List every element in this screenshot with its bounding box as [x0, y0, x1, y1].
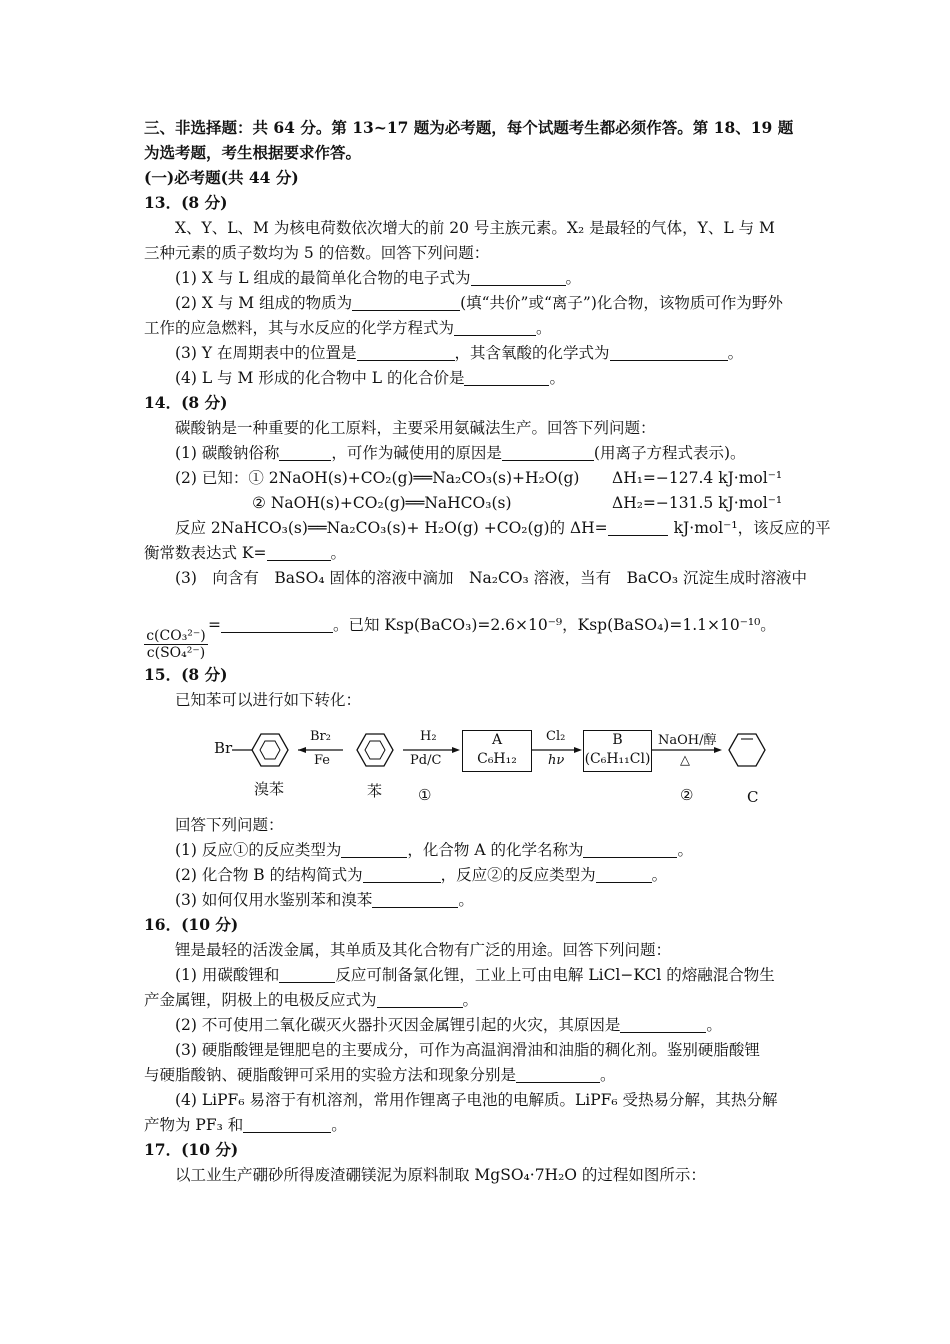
period: 。 — [536, 319, 552, 337]
q14-intro: 碳酸钠是一种重要的化工原料，主要采用氨碱法生产。回答下列问题： — [175, 419, 656, 437]
compound-a-formula: C₆H₁₂ — [477, 751, 517, 767]
q17-number: 17．(10 分) — [144, 1140, 239, 1159]
reagent-h2: H₂ — [420, 729, 437, 744]
reaction-scheme — [210, 728, 790, 813]
fraction-denominator: c(SO₄²⁻) — [144, 644, 208, 661]
period: 。 — [330, 544, 347, 562]
answer-blank[interactable] — [454, 320, 536, 336]
condition-light: hν — [548, 753, 565, 768]
reaction-1-marker: ① — [418, 786, 432, 804]
q16-part1-text-a: (1) 用碳酸锂和 — [175, 966, 280, 984]
concentration-fraction — [144, 628, 208, 661]
q15-part1-text-a: (1) 反应①的反应类型为 — [175, 841, 342, 859]
q13-part3-text-a: (3) Y 在周期表中的位置是 — [175, 344, 357, 362]
q17-intro: 以工业生产硼砂所得废渣硼镁泥为原料制取 MgSO₄·7H₂O 的过程如图所示： — [175, 1166, 706, 1184]
section-heading-line2: 为选考题，考生根据要求作答。 — [144, 143, 362, 162]
q13-part2-text-c: 工作的应急燃料，其与水反应的化学方程式为 — [144, 319, 455, 337]
answer-blank[interactable] — [620, 1017, 706, 1033]
q13-part1 — [175, 267, 581, 289]
answer-blank[interactable] — [279, 967, 335, 983]
q13-part2-text-b: (填“共价”或“离子”)化合物，该物质可作为野外 — [460, 294, 783, 312]
q16-part2-text: (2) 不可使用二氧化碳灭火器扑灭因金属锂引起的火灾，其原因是 — [175, 1016, 621, 1034]
q13-part3-text-b: ，其含氧酸的化学式为 — [454, 344, 610, 362]
q14-reaction-text-a: 反应 2NaHCO₃(s)══Na₂CO₃(s)+ H₂O(g) +CO₂(g)的 ΔH= — [175, 519, 608, 537]
answer-blank[interactable] — [279, 445, 331, 461]
q13-number: 13．(8 分) — [144, 193, 228, 212]
catalyst-fe: Fe — [314, 753, 331, 768]
q14-part3-word: BaSO₄ 固体的溶液中滴加 — [274, 569, 454, 587]
compound-b-formula: (C₆H₁₁Cl) — [584, 751, 651, 767]
answer-blank[interactable] — [341, 842, 407, 858]
q14-reaction — [175, 517, 831, 539]
q16-part1 — [175, 964, 775, 986]
q16-part1-text-b: 反应可制备氯化锂，工业上可由电解 LiCl−KCl 的熔融混合物生 — [335, 966, 775, 984]
condition-heat: △ — [680, 753, 690, 768]
reagent-cl2: Cl₂ — [546, 729, 566, 744]
q14-part1-text-c: (用离子方程式表示)。 — [593, 444, 746, 462]
q15-part3 — [175, 889, 474, 911]
answer-blank[interactable] — [363, 867, 441, 883]
reaction-2-marker: ② — [680, 786, 694, 804]
q16-part2 — [175, 1014, 722, 1036]
compound-a-label: A — [491, 732, 503, 748]
q16-part4-text-b: 产物为 PF₃ 和 — [144, 1116, 244, 1134]
section-heading-line1: 三、非选择题：共 64 分。第 13~17 题为必考题，每个试题考生都必须作答。第 18、19 题 — [144, 118, 794, 137]
q13-part4-text: (4) L 与 M 形成的化合物中 L 的化合价是 — [175, 369, 465, 387]
q16-part1-text-c: 产金属锂，阴极上的电极反应式为 — [144, 991, 377, 1009]
q14-reaction-text-c: 衡常数表达式 K= — [144, 544, 267, 562]
q14-part3-word: BaCO₃ 沉淀生成时溶液中 — [626, 569, 807, 587]
period: 。 — [677, 841, 693, 859]
q15-part2-text-b: ，反应②的反应类型为 — [440, 866, 596, 884]
q15-part1-text-b: ，化合物 A 的化学名称为 — [407, 841, 584, 859]
q14-equation1: (2) 已知：① 2NaOH(s)+CO₂(g)══Na₂CO₃(s)+H₂O(g) — [175, 469, 580, 487]
q14-part3-word: Na₂CO₃ 溶液，当有 — [468, 569, 612, 587]
q14-ksp-text: 。已知 Ksp(BaCO₃)=2.6×10⁻⁹，Ksp(BaSO₄)=1.1×10⁻¹⁰。 — [333, 616, 776, 634]
answer-blank[interactable] — [516, 1067, 600, 1083]
q16-part1-cont — [144, 989, 478, 1011]
q14-number: 14．(8 分) — [144, 393, 228, 412]
q15-answer-prompt: 回答下列问题： — [175, 816, 284, 834]
q13-part2-cont — [144, 317, 552, 339]
answer-blank[interactable] — [243, 1117, 331, 1133]
q14-part1 — [175, 442, 746, 464]
q16-number: 16．(10 分) — [144, 915, 239, 934]
q14-part1-text-a: (1) 碳酸钠俗称 — [175, 444, 280, 462]
answer-blank[interactable] — [583, 842, 677, 858]
period: 。 — [651, 866, 668, 884]
answer-blank[interactable] — [464, 370, 549, 386]
q16-part4: (4) LiPF₆ 易溶于有机溶剂，常用作锂离子电池的电解质。LiPF₆ 受热易分解，其热分解 — [175, 1091, 778, 1109]
q14-enthalpy1: ΔH₁=−127.4 kJ·mol⁻¹ — [612, 469, 783, 487]
period: 。 — [462, 991, 479, 1009]
answer-blank[interactable] — [377, 992, 463, 1008]
q16-part3-text-b: 与硬脂酸钠、硬脂酸钾可采用的实验方法和现象分别是 — [144, 1066, 517, 1084]
q13-part2-text-a: (2) X 与 M 组成的物质为 — [175, 294, 353, 312]
period: 。 — [706, 1016, 722, 1034]
answer-blank[interactable] — [221, 617, 333, 633]
period: 。 — [458, 891, 474, 909]
q13-part4 — [175, 367, 565, 389]
period: 。 — [600, 1066, 616, 1084]
bromine-substituent: Br — [214, 739, 233, 757]
q16-part4-cont — [144, 1114, 347, 1136]
q14-reaction-cont — [144, 542, 346, 564]
q15-part2-text-a: (2) 化合物 B 的结构简式为 — [175, 866, 363, 884]
answer-blank[interactable] — [608, 520, 668, 536]
answer-blank[interactable] — [610, 345, 728, 361]
q15-part2 — [175, 864, 667, 886]
answer-blank[interactable] — [267, 545, 331, 561]
q13-part1-text: (1) X 与 L 组成的最简单化合物的电子式为 — [175, 269, 471, 287]
q15-intro: 已知苯可以进行如下转化： — [175, 691, 362, 709]
q14-equation2: ② NaOH(s)+CO₂(g)══NaHCO₃(s) — [252, 494, 512, 512]
answer-blank[interactable] — [502, 445, 594, 461]
benzene-label: 苯 — [367, 782, 383, 800]
answer-blank[interactable] — [372, 892, 458, 908]
period: 。 — [549, 369, 565, 387]
answer-blank[interactable] — [471, 270, 566, 286]
q15-part3-text: (3) 如何仅用水鉴别苯和溴苯 — [175, 891, 373, 909]
q13-intro-line1: X、Y、L、M 为核电荷数依次增大的前 20 号主族元素。X₂ 是最轻的气体，Y、L 与 M — [175, 219, 775, 237]
q16-intro: 锂是最轻的活泼金属，其单质及其化合物有广泛的用途。回答下列问题： — [175, 941, 672, 959]
answer-blank[interactable] — [596, 867, 652, 883]
q13-intro-line2: 三种元素的质子数均为 5 的倍数。回答下列问题： — [144, 244, 490, 262]
q14-part1-text-b: ，可作为碱使用的原因是 — [331, 444, 502, 462]
reagent-naoh-alcohol: NaOH/醇 — [658, 733, 717, 748]
q14-reaction-text-b: kJ·mol⁻¹，该反应的平 — [673, 519, 831, 537]
compound-b-label: B — [612, 732, 623, 748]
compound-c-label: C — [747, 788, 759, 806]
q13-part2 — [175, 292, 783, 314]
fraction-numerator: c(CO₃²⁻) — [146, 628, 206, 644]
answer-blank[interactable] — [357, 345, 455, 361]
bromobenzene-label: 溴苯 — [254, 780, 285, 798]
q15-part1 — [175, 839, 693, 861]
q14-part3-word: 向含有 — [212, 569, 259, 587]
compound-a-box — [462, 730, 532, 772]
q15-number: 15．(8 分) — [144, 665, 228, 684]
q14-part3 — [175, 567, 807, 589]
period: 。 — [727, 344, 744, 362]
q16-part3-cont — [144, 1064, 616, 1086]
period: 。 — [331, 1116, 347, 1134]
q14-part3-word: (3) — [175, 569, 197, 587]
subheading-required: (一)必考题(共 44 分) — [144, 168, 299, 187]
q14-ksp-line: = 。已知 Ksp(BaCO₃)=2.6×10⁻⁹，Ksp(BaSO₄)=1.1×10⁻¹⁰。 — [208, 616, 776, 634]
reagent-br2: Br₂ — [310, 729, 331, 744]
q14-enthalpy2: ΔH₂=−131.5 kJ·mol⁻¹ — [612, 494, 783, 512]
q13-part3 — [175, 342, 743, 364]
compound-b-box — [583, 730, 652, 772]
catalyst-pdc: Pd/C — [410, 753, 442, 768]
period: 。 — [565, 269, 582, 287]
q16-part3: (3) 硬脂酸锂是锂肥皂的主要成分，可作为高温润滑油和油脂的稠化剂。鉴别硬脂酸锂 — [175, 1041, 760, 1059]
answer-blank[interactable] — [352, 295, 460, 311]
